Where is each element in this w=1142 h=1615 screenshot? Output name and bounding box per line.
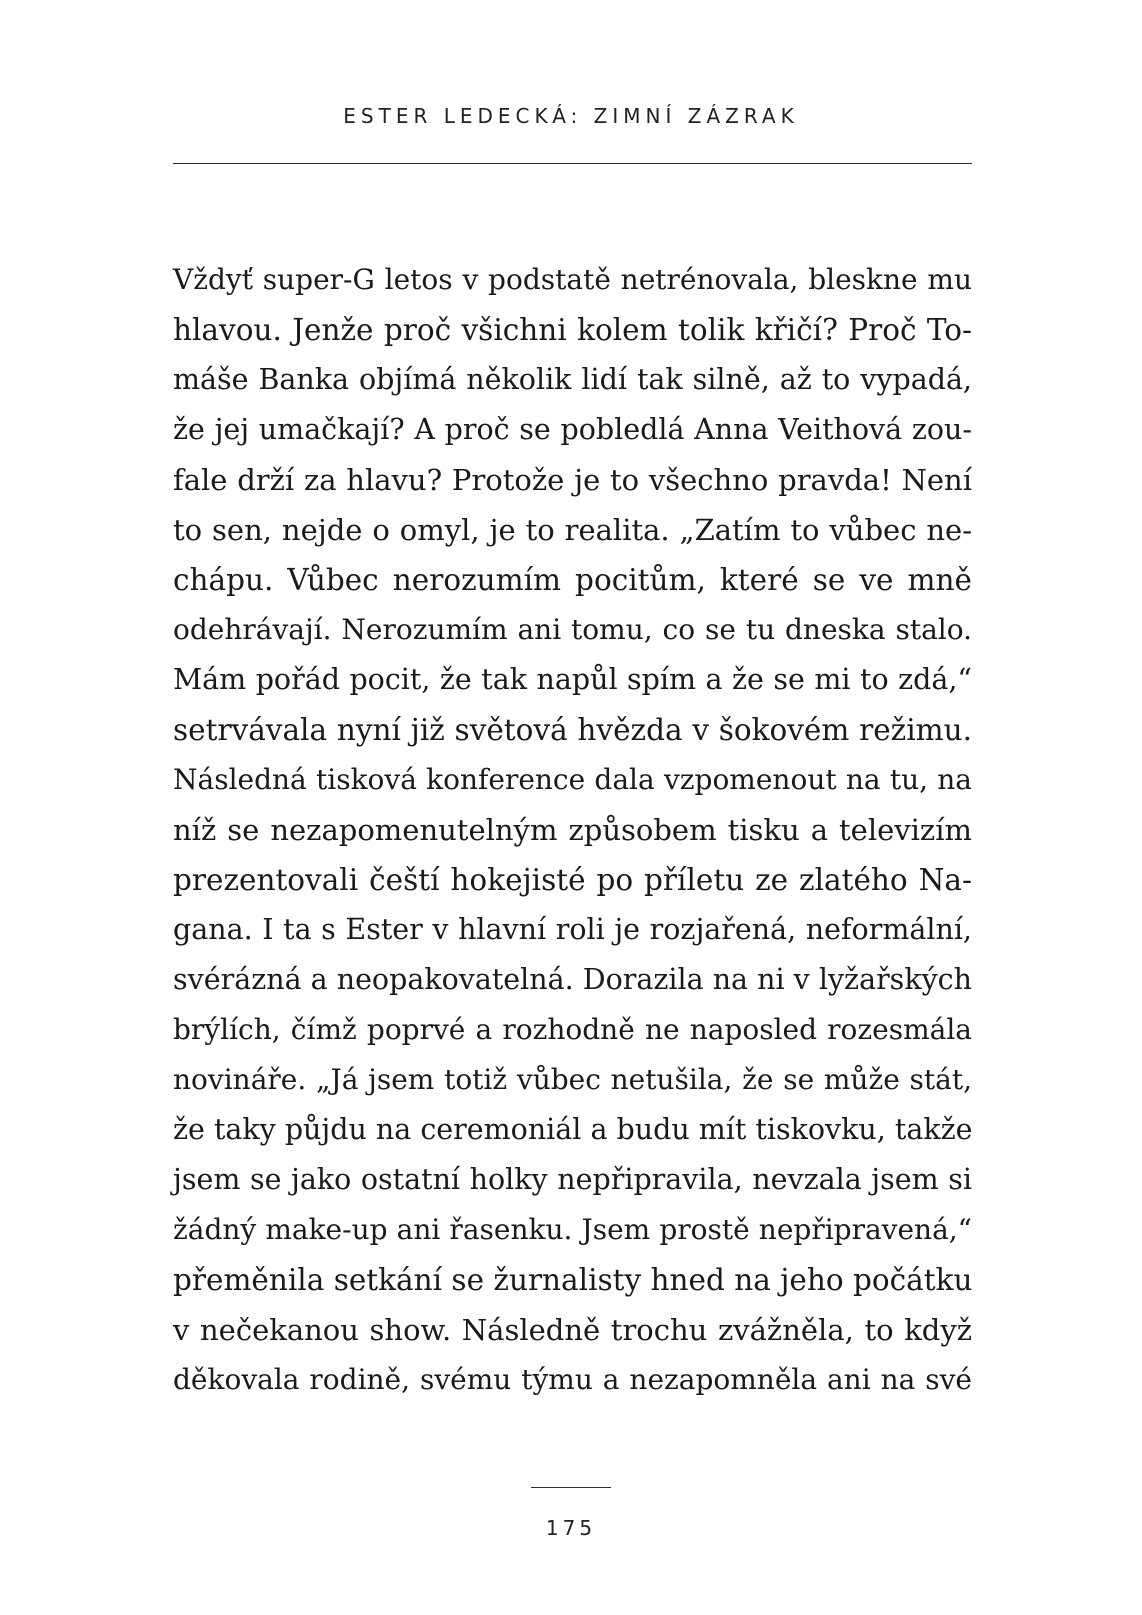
page-number: 175 xyxy=(545,1516,597,1540)
body-line: máše Banka objímá několik lidí tak silně, až to vypadá, xyxy=(173,363,972,396)
running-head: ESTER LEDECKÁ: ZIMNÍ ZÁZRAK xyxy=(343,104,799,128)
body-line: odehrávají. Nerozumím ani tomu, co se tu dneska stalo. xyxy=(173,613,972,646)
body-line: novináře. „Já jsem totiž vůbec netušila, že se může stát, xyxy=(173,1063,972,1096)
body-line: v nečekanou show. Následně trochu zvážněla, to když xyxy=(173,1313,972,1347)
body-line: Následná tisková konference dala vzpomenout na tu, na xyxy=(173,763,972,796)
body-line: přeměnila setkání se žurnalisty hned na jeho počátku xyxy=(173,1263,973,1297)
body-line: fale drží za hlavu? Protože je to všechno pravda! Není xyxy=(173,463,972,497)
body-line: hlavou. Jenže proč všichni kolem tolik křičí? Proč To- xyxy=(173,313,972,347)
body-line: že taky půjdu na ceremoniál a budu mít tiskovku, takže xyxy=(173,1113,973,1146)
footer-rule xyxy=(531,1487,611,1488)
body-line: že jej umačkají? A proč se pobledlá Anna Veithová zou- xyxy=(173,413,972,446)
body-line: Mám pořád pocit, že tak napůl spím a že se mi to zdá,“ xyxy=(173,663,972,696)
body-line: žádný make-up ani řasenku. Jsem prostě nepřipravená,“ xyxy=(173,1213,972,1246)
body-line: to sen, nejde o omyl, je to realita. „Zatím to vůbec ne- xyxy=(173,513,972,547)
body-line: setrvávala nyní již světová hvězda v šokovém režimu. xyxy=(173,713,972,747)
body-text xyxy=(173,255,972,1405)
body-line: níž se nezapomenutelným způsobem tisku a televizím xyxy=(173,813,972,847)
body-line: chápu. Vůbec nerozumím pocitům, které se ve mně xyxy=(173,563,972,597)
body-line: gana. I ta s Ester v hlavní roli je rozjařená, neformální, xyxy=(173,913,972,946)
header-rule xyxy=(173,163,972,164)
body-line: jsem se jako ostatní holky nepřipravila, nevzala jsem si xyxy=(173,1163,972,1196)
body-line: děkovala rodině, svému týmu a nezapomněla ani na své xyxy=(173,1363,972,1396)
body-line: Vždyť super-G letos v podstatě netrénovala, bleskne mu xyxy=(173,263,972,296)
body-line: svérázná a neopakovatelná. Dorazila na ni v lyžařských xyxy=(173,963,972,996)
body-line: brýlích, čímž poprvé a rozhodně ne naposled rozesmála xyxy=(173,1013,972,1046)
body-line: prezentovali čeští hokejisté po příletu ze zlatého Na- xyxy=(173,863,972,897)
